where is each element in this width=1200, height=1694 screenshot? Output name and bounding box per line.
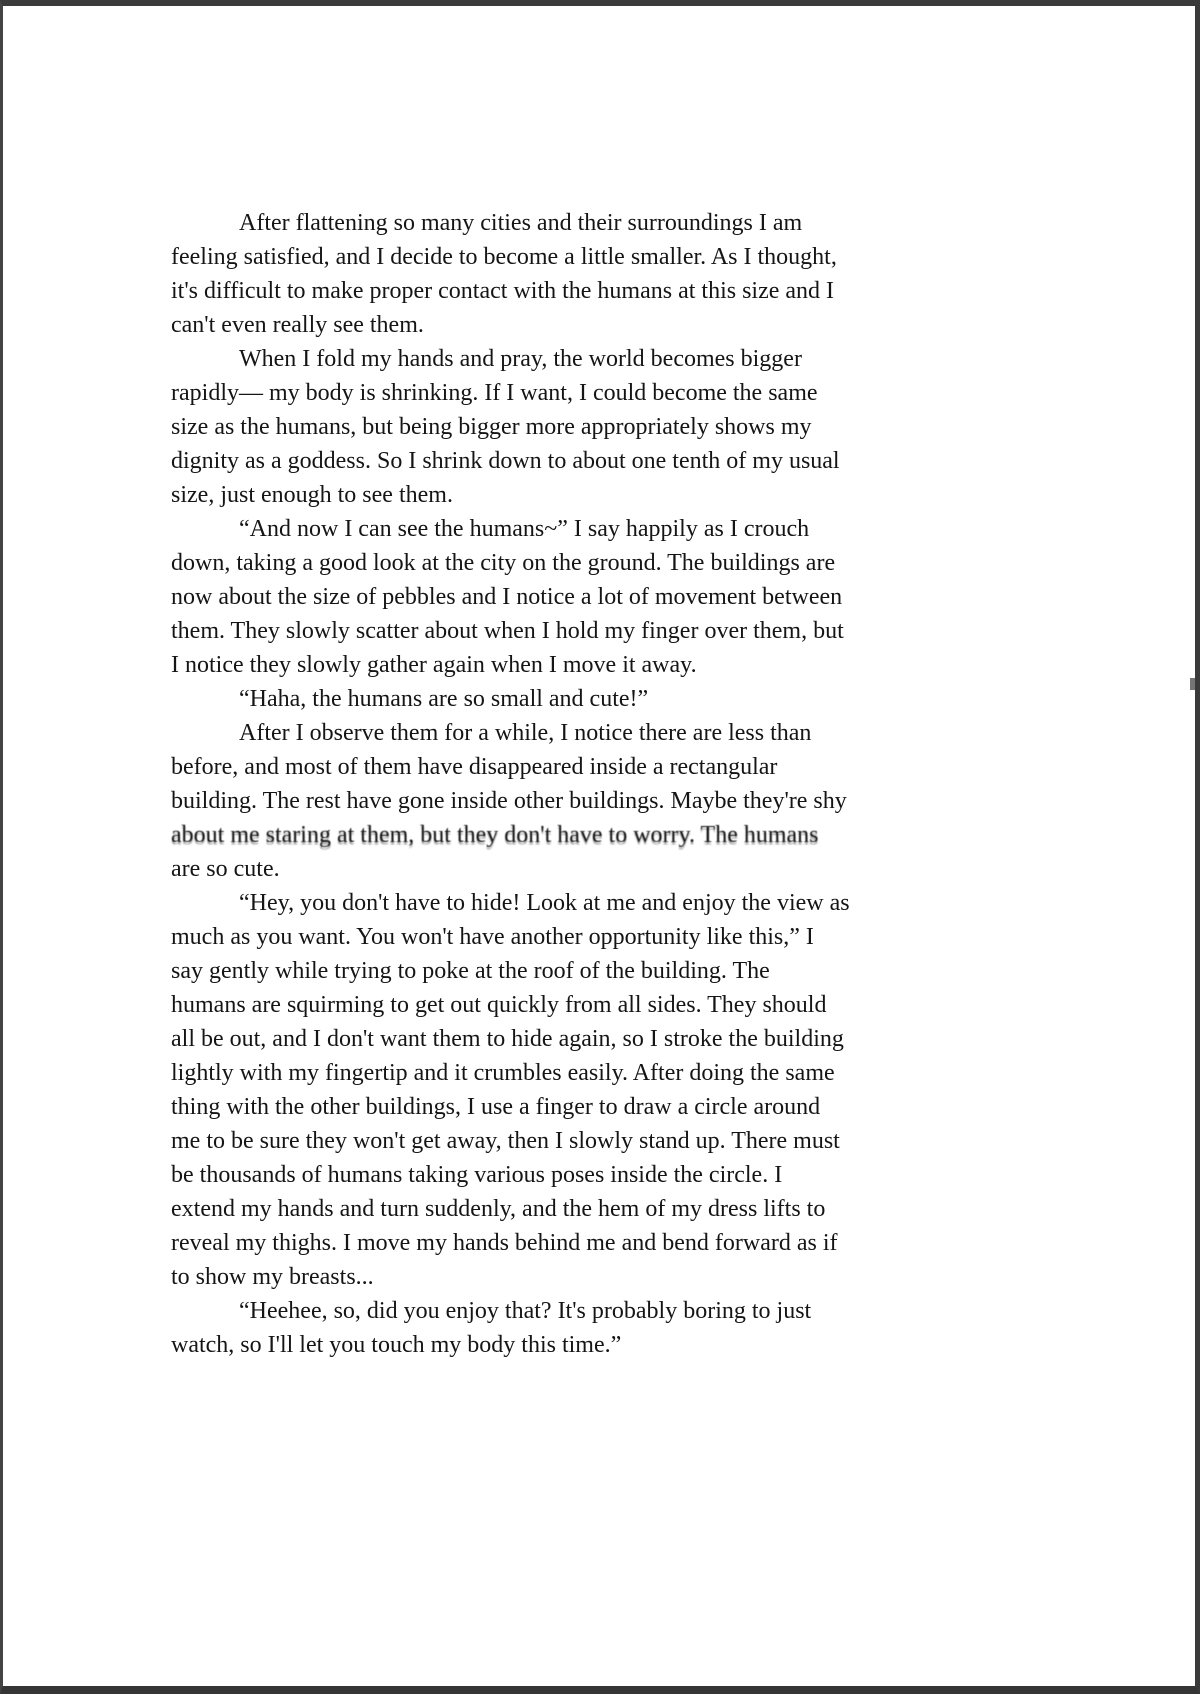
text-line: watch, so I'll let you touch my body this time.”: [171, 1332, 622, 1358]
story-text: [171, 206, 981, 1362]
text-line: I notice they slowly gather again when I move it away.: [171, 652, 697, 678]
text-line: “Hey, you don't have to hide! Look at me and enjoy the view as: [239, 890, 850, 916]
text-line: be thousands of humans taking various poses inside the circle. I: [171, 1162, 783, 1188]
paragraph: [171, 206, 981, 342]
text-line: before, and most of them have disappeared inside a rectangular: [171, 754, 778, 780]
text-line: to show my breasts...: [171, 1264, 374, 1290]
text-line: reveal my thighs. I move my hands behind me and bend forward as if: [171, 1230, 838, 1256]
text-line: about me staring at them, but they don't have to worry. The humans: [171, 822, 819, 848]
paragraph: [171, 512, 981, 682]
text-line: now about the size of pebbles and I notice a lot of movement between: [171, 584, 843, 610]
text-line: When I fold my hands and pray, the world becomes bigger: [239, 346, 802, 372]
text-line: lightly with my fingertip and it crumbles easily. After doing the same: [171, 1060, 835, 1086]
text-line: rapidly— my body is shrinking. If I want, I could become the same: [171, 380, 818, 406]
text-line: size as the humans, but being bigger more appropriately shows my: [171, 414, 812, 440]
text-line: extend my hands and turn suddenly, and the hem of my dress lifts to: [171, 1196, 826, 1222]
text-line: humans are squirming to get out quickly from all sides. They should: [171, 992, 827, 1018]
page-sheet: [3, 6, 1195, 1686]
text-line: say gently while trying to poke at the roof of the building. The: [171, 958, 770, 984]
text-line: can't even really see them.: [171, 312, 424, 338]
text-line: thing with the other buildings, I use a finger to draw a circle around: [171, 1094, 821, 1120]
text-line: all be out, and I don't want them to hide again, so I stroke the building: [171, 1026, 844, 1052]
text-line: “Haha, the humans are so small and cute!”: [239, 686, 649, 712]
paragraph: [171, 716, 981, 886]
text-line: After flattening so many cities and their surroundings I am: [239, 210, 803, 236]
scan-artifact: [1190, 678, 1195, 690]
text-line: “Heehee, so, did you enjoy that? It's probably boring to just: [239, 1298, 812, 1324]
text-line: After I observe them for a while, I notice there are less than: [239, 720, 812, 746]
text-line: dignity as a goddess. So I shrink down to about one tenth of my usual: [171, 448, 840, 474]
paragraph: [171, 682, 981, 716]
text-line: much as you want. You won't have another opportunity like this,” I: [171, 924, 814, 950]
text-line: me to be sure they won't get away, then I slowly stand up. There must: [171, 1128, 840, 1154]
text-line: feeling satisfied, and I decide to become a little smaller. As I thought,: [171, 244, 837, 270]
text-line: them. They slowly scatter about when I hold my finger over them, but: [171, 618, 844, 644]
text-line: “And now I can see the humans~” I say happily as I crouch: [239, 516, 810, 542]
paragraph: [171, 342, 981, 512]
text-line: are so cute.: [171, 856, 280, 882]
paragraph: [171, 1294, 981, 1362]
paragraph: [171, 886, 981, 1294]
text-line: down, taking a good look at the city on the ground. The buildings are: [171, 550, 836, 576]
text-line: it's difficult to make proper contact with the humans at this size and I: [171, 278, 835, 304]
text-line: building. The rest have gone inside other buildings. Maybe they're shy: [171, 788, 847, 814]
text-line: size, just enough to see them.: [171, 482, 453, 508]
